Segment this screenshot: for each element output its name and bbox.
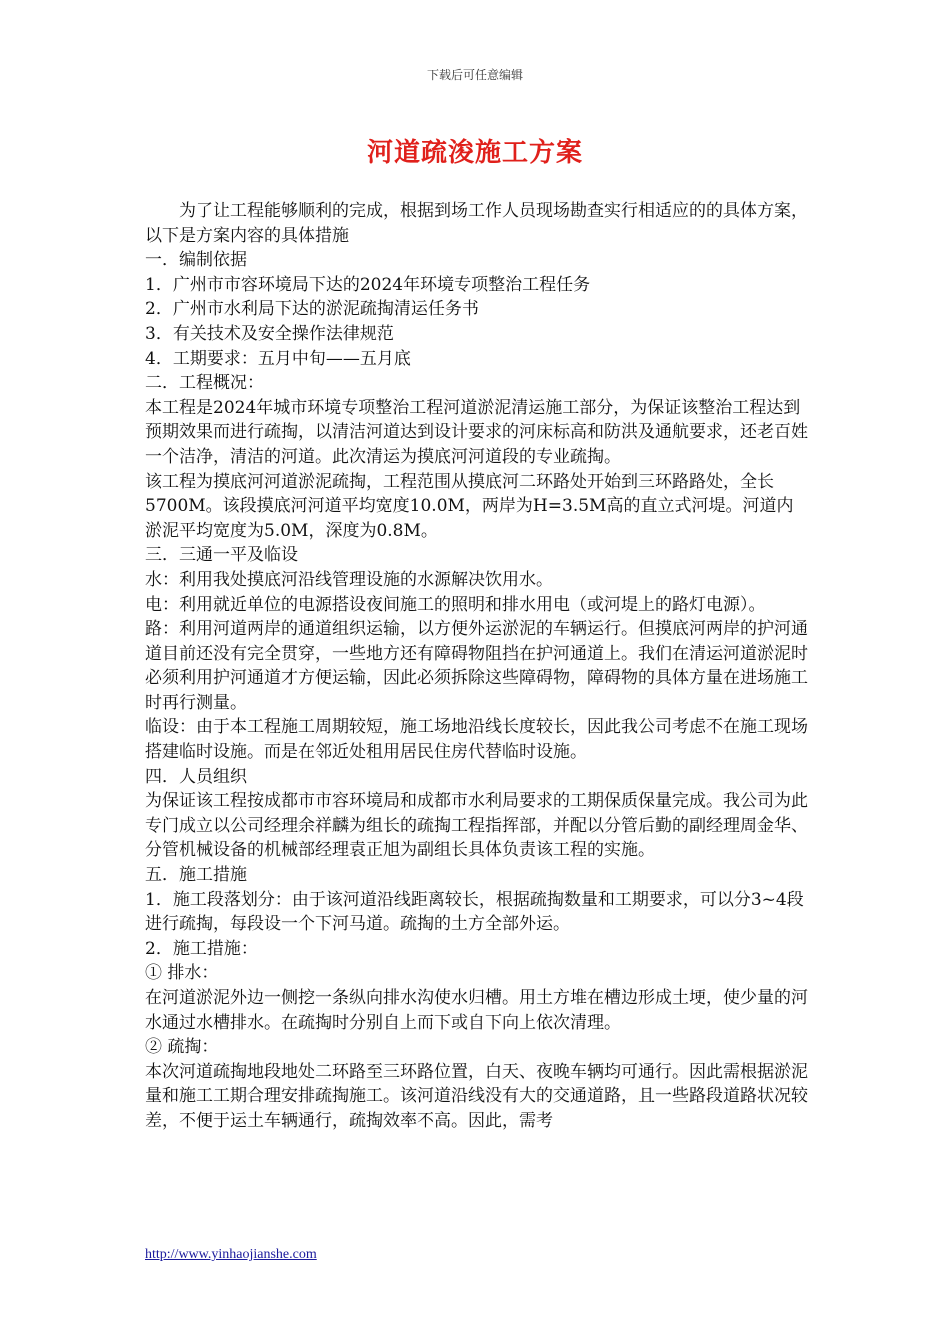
body-paragraph: 本次河道疏掏地段地处二环路至三环路位置，白天、夜晚车辆均可通行。因此需根据淤泥量和施工工期合理安排疏掏施工。该河道沿线没有大的交通道路，且一些路段道路状况较差，不便于运土车辆通行，疏掏效率不高。因此，需考 <box>145 1061 808 1131</box>
body-paragraph: 该工程为摸底河河道淤泥疏掏，工程范围从摸底河二环路处开始到三环路路处，全长5700M。该段摸底河河道平均宽度10.0M，两岸为H=3.5M高的直立式河堤。河道内淤泥平均宽度为5.0M，深度为0.8M。 <box>145 471 794 541</box>
sub-heading: ① 排水： <box>145 963 219 984</box>
sub-heading: ② 疏掏： <box>145 1037 219 1058</box>
document-title: 河道疏浚施工方案 <box>366 138 583 168</box>
body-paragraph: 在河道淤泥外边一侧挖一条纵向排水沟使水归槽。用土方堆在槽边形成土埂，使少量的河水通过水槽排水。在疏掏时分别自上而下或自下向上依次清理。 <box>145 988 808 1033</box>
list-item: 2．广州市水利局下达的淤泥疏掏清运任务书 <box>145 299 479 320</box>
section-heading: 二．工程概况： <box>145 373 264 394</box>
section-heading: 四．人员组织 <box>145 766 247 787</box>
body-paragraph: 1．施工段落划分：由于该河道沿线距离较长，根据疏掏数量和工期要求，可以分3~4段进行疏掏，每段设一个下河马道。疏掏的土方全部外运。 <box>145 889 804 935</box>
body-paragraph: 为保证该工程按成都市市容环境局和成都市水利局要求的工期保质保量完成。我公司为此专门成立以公司经理余祥麟为组长的疏掏工程指挥部，并配以分管后勤的副经理周金华、分管机械设备的机械部经理袁正旭为副组长具体负责该工程的实施。 <box>145 791 808 861</box>
section-heading: 一．编制依据 <box>145 250 247 271</box>
document-body <box>145 199 810 1134</box>
list-item: 2．施工措施： <box>145 938 258 959</box>
list-item: 1．广州市市容环境局下达的2024年环境专项整治工程任务 <box>145 274 591 295</box>
section-heading: 三．三通一平及临设 <box>145 545 298 566</box>
body-paragraph: 路：利用河道两岸的通道组织运输，以方便外运淤泥的车辆运行。但摸底河两岸的护河通道目前还没有完全贯穿，一些地方还有障碍物阻挡在护河通道上。我们在清运河道淤泥时必须利用护河通道才方便运输，因此必须拆除这些障碍物，障碍物的具体方量在进场施工时再行测量。 <box>145 619 808 713</box>
body-paragraph: 临设：由于本工程施工周期较短，施工场地沿线长度较长，因此我公司考虑不在施工现场搭建临时设施。而是在邻近处租用居民住房代替临时设施。 <box>145 717 808 763</box>
body-paragraph: 电：利用就近单位的电源搭设夜间施工的照明和排水用电（或河堤上的路灯电源）。 <box>145 594 766 615</box>
header-note: 下载后可任意编辑 <box>426 68 523 82</box>
list-item: 3．有关技术及安全操作法律规范 <box>145 323 394 344</box>
list-item: 4．工期要求：五月中旬——五月底 <box>145 348 411 369</box>
footer-website-link[interactable]: http://www.yinhaojianshe.com <box>145 1247 317 1262</box>
body-paragraph: 本工程是2024年城市环境专项整治工程河道淤泥清运施工部分，为保证该整治工程达到预期效果而进行疏掏，以清洁河道达到设计要求的河床标高和防洪及通航要求，还老百姓一个洁净，清洁的河道。此次清运为摸底河河道段的专业疏掏。 <box>145 397 808 467</box>
body-paragraph: 水：利用我处摸底河沿线管理设施的水源解决饮用水。 <box>145 569 553 590</box>
intro-paragraph: 为了让工程能够顺利的完成，根据到场工作人员现场勘查实行相适应的的具体方案，以下是方案内容的具体措施 <box>145 201 808 246</box>
section-heading: 五．施工措施 <box>145 865 247 886</box>
